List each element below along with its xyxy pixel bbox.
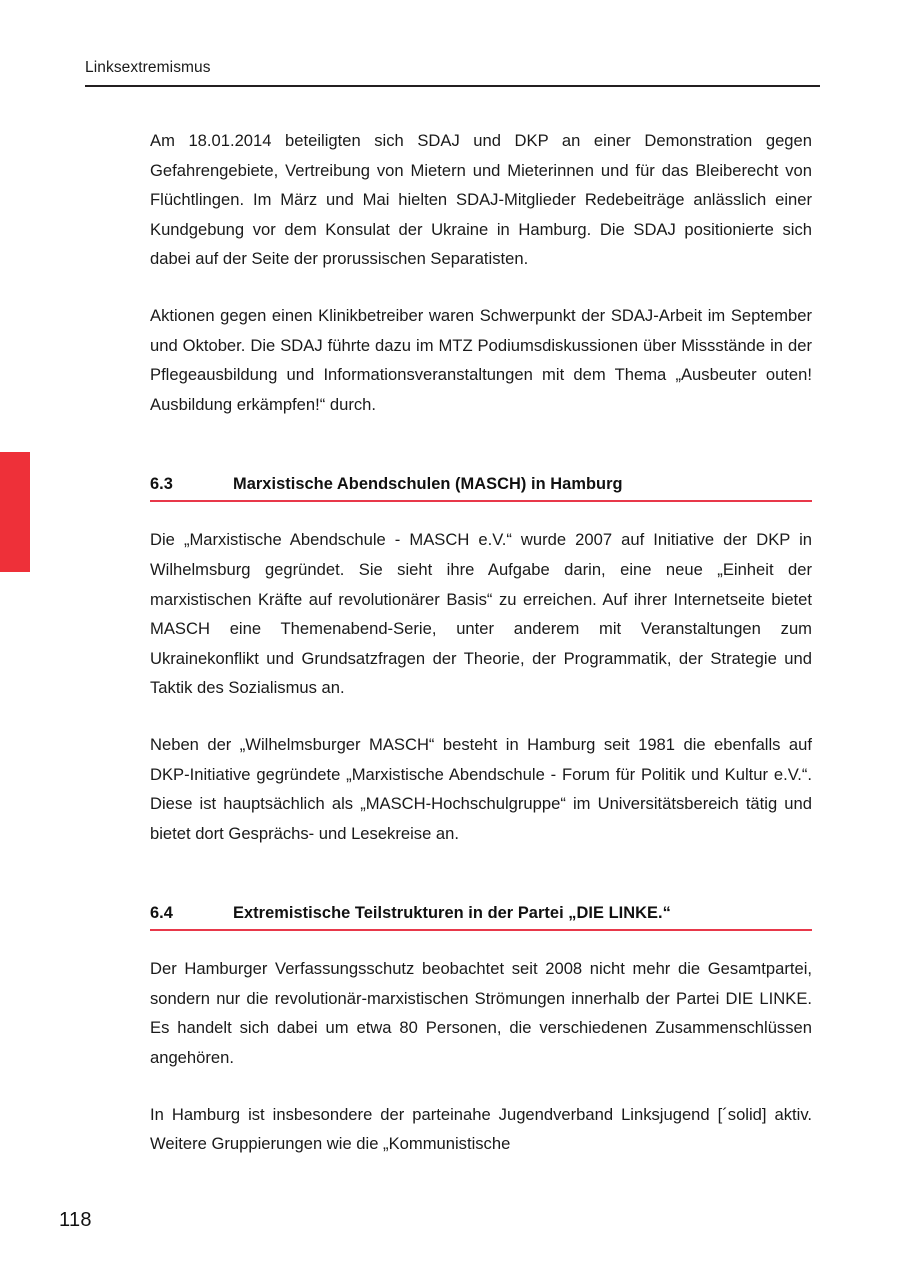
section-number-6-3: 6.3 xyxy=(150,475,173,494)
paragraph-masch-forum: Neben der „Wilhelmsburger MASCH“ besteht in Hamburg seit 1981 die ebenfalls auf DKP-Initiative gegründete „Marxistische Abendschule - Forum für Politik und Kultur e.V.“. Diese ist hauptsächlich als „MASCH-Hochschulgruppe“ im Universitätsbereich tätig und bietet dort Gesprächs- und Lesekreise an. xyxy=(150,734,812,843)
paragraph-masch-gruendung: Die „Marxistische Abendschule - MASCH e.V.“ wurde 2007 auf Initiative der DKP in Wilhelmsburg gegründet. Sie sieht ihre Aufgabe darin, eine neue „Einheit der marxistischen Kräfte auf revolutionärer Basis“ zu erreichen. Auf ihrer Internetseite bietet MASCH eine Themenabend-Serie, unter anderem mit Veranstaltungen zum Ukrainekonflikt und Grundsatzfragen der Theorie, der Programmatik, der Strategie und Taktik des Sozialismus an. xyxy=(150,530,812,698)
paragraph-linksjugend: In Hamburg ist insbesondere der parteinahe Jugendverband Linksjugend [´solid] aktiv. Weitere Gruppierungen wie die „Kommunistische xyxy=(150,1104,812,1154)
running-head-rule xyxy=(85,85,820,87)
running-head xyxy=(85,58,820,87)
heading-spacer-63 xyxy=(150,446,812,475)
section-title-6-3: Marxistische Abendschulen (MASCH) in Hamburg xyxy=(233,475,623,494)
heading-spacer-64 xyxy=(150,875,812,904)
section-heading-6-4 xyxy=(150,904,812,931)
paragraph-sdaj-demonstration: Am 18.01.2014 beteiligten sich SDAJ und DKP an einer Demonstration gegen Gefahrengebiete, Vertreibung von Mietern und Mieterinnen und für das Bleiberecht von Flüchtlingen. Im März und Mai hielten SDAJ-Mitglieder Redebeiträge anlässlich einer Kundgebung vor dem Konsulat der Ukraine in Hamburg. Die SDAJ positionierte sich dabei auf der Seite der prorussischen Separatisten. xyxy=(150,131,812,269)
main-text-column xyxy=(150,126,812,1159)
chapter-edge-tab xyxy=(0,452,30,572)
section-heading-6-3 xyxy=(150,475,812,502)
page-number: 118 xyxy=(59,1209,92,1231)
section-number-6-4: 6.4 xyxy=(150,904,173,923)
paragraph-verfassungsschutz: Der Hamburger Verfassungsschutz beobachtet seit 2008 nicht mehr die Gesamtpartei, sondern nur die revolutionär-marxistischen Strömungen innerhalb der Partei DIE LINKE. Es handelt sich dabei um etwa 80 Personen, die verschiedenen Zusammenschlüssen angehören. xyxy=(150,959,812,1068)
section-title-6-4: Extremistische Teilstrukturen in der Partei „DIE LINKE.“ xyxy=(233,904,671,923)
running-head-label: Linksextremismus xyxy=(85,59,211,76)
heading-gap-63 xyxy=(150,502,812,525)
paragraph-sdaj-klinikbetreiber: Aktionen gegen einen Klinikbetreiber waren Schwerpunkt der SDAJ-Arbeit im September und Oktober. Die SDAJ führte dazu im MTZ Podiumsdiskussionen über Missstände in der Pflegeausbildung und Informationsveranstaltungen mit dem Thema „Ausbeuter outen! Ausbildung erkämpfen!“ durch. xyxy=(150,305,812,414)
heading-gap-64 xyxy=(150,931,812,954)
